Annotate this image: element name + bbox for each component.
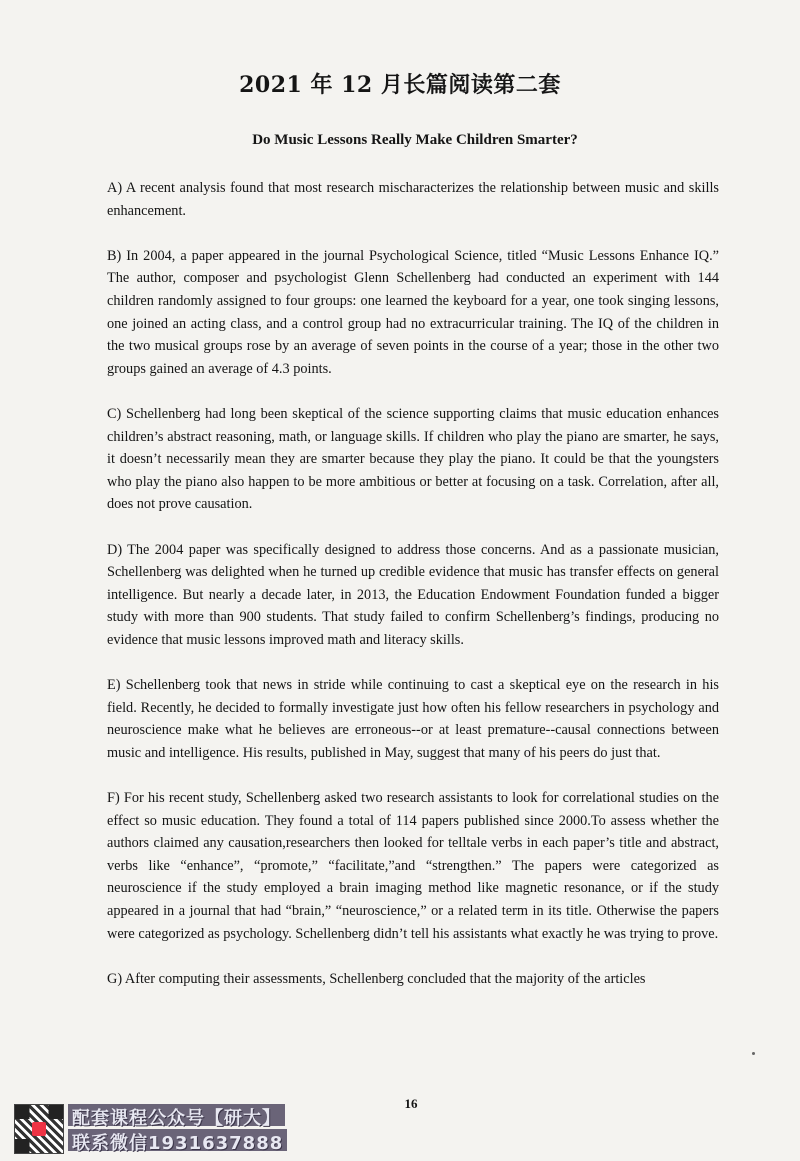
paragraph-b: B) In 2004, a paper appeared in the journal Psychological Science, titled “Music Lessons Enhance IQ.” The author, composer and psychologist Glenn Schellenberg had conducted an experiment with 144 children randomly assigned to four groups: one learned the keyboard for a year, one took singing lessons, one joined an acting class, and a control group had no extracurricular training. The IQ of the children in the two musical groups rose by an average of seven points in the course of a year; those in the other two groups gained an average of 4.3 points. (107, 247, 719, 377)
page-number: 16 (404, 1096, 418, 1111)
paragraph-e: E) Schellenberg took that news in stride while continuing to cast a skeptical eye on the research in his field. Recently, he decided to formally investigate just how often his fellow researchers in psychology and neuroscience make what he believes are erroneous--or at least premature--causal connections between music and intelligence. His results, published in May, suggest that many of his peers do just that. (107, 677, 719, 761)
qr-code-icon (14, 1104, 64, 1154)
paragraph-d: D) The 2004 paper was specifically designed to address those concerns. And as a passionate musician, Schellenberg was delighted when he turned up credible evidence that music has transfer effects on general intelligence. But nearly a decade later, in 2013, the Education Endowment Foundation funded a bigger study with more than 900 students. That study failed to confirm Schellenberg’s findings, producing no evidence that music lessons improved math and literacy skills. (107, 541, 719, 648)
banner-line-1: 配套课程公众号【研大】 (68, 1104, 285, 1126)
article-title: Do Music Lessons Really Make Children Smarter? (252, 132, 578, 148)
page-title: 2021 年 12 月长篇阅读第二套 (239, 72, 561, 98)
paragraph-f: F) For his recent study, Schellenberg asked two research assistants to look for correlational studies on the effect so music education. They found a total of 114 papers published since 2000.To assess whether the authors claimed any causation,researchers then looked for telltale verbs in each paper’s title and abstract, verbs like “enhance”, “promote,” “facilitate,”and “strengthen.” The papers were categorized as neuroscience if the study employed a brain imaging method like magnetic resonance, or if the study appeared in a journal that had “brain,” “neuroscience,” or a related term in its title. Otherwise the papers were categorized as psychology. Schellenberg didn’t tell his assistants what exactly he was trying to prove. (107, 790, 719, 942)
paragraph-c: C) Schellenberg had long been skeptical of the science supporting claims that music education enhances children’s abstract reasoning, math, or language skills. If children who play the piano are smarter, he says, it doesn’t necessarily mean they are smarter because they play the piano. It could be that the youngsters who play the piano also happen to be more ambitious or better at focusing on a task. Correlation, after all, does not prove causation. (107, 405, 719, 513)
paragraph-a: A) A recent analysis found that most research mischaracterizes the relationship between music and skills enhancement. (107, 180, 719, 219)
article-body (107, 177, 719, 1013)
banner-line-2: 联系微信1931637888 (68, 1129, 287, 1151)
promo-banner (14, 1104, 314, 1152)
scan-speck (752, 1052, 755, 1055)
paragraph-g: G) After computing their assessments, Schellenberg concluded that the majority of the articles (107, 970, 646, 987)
